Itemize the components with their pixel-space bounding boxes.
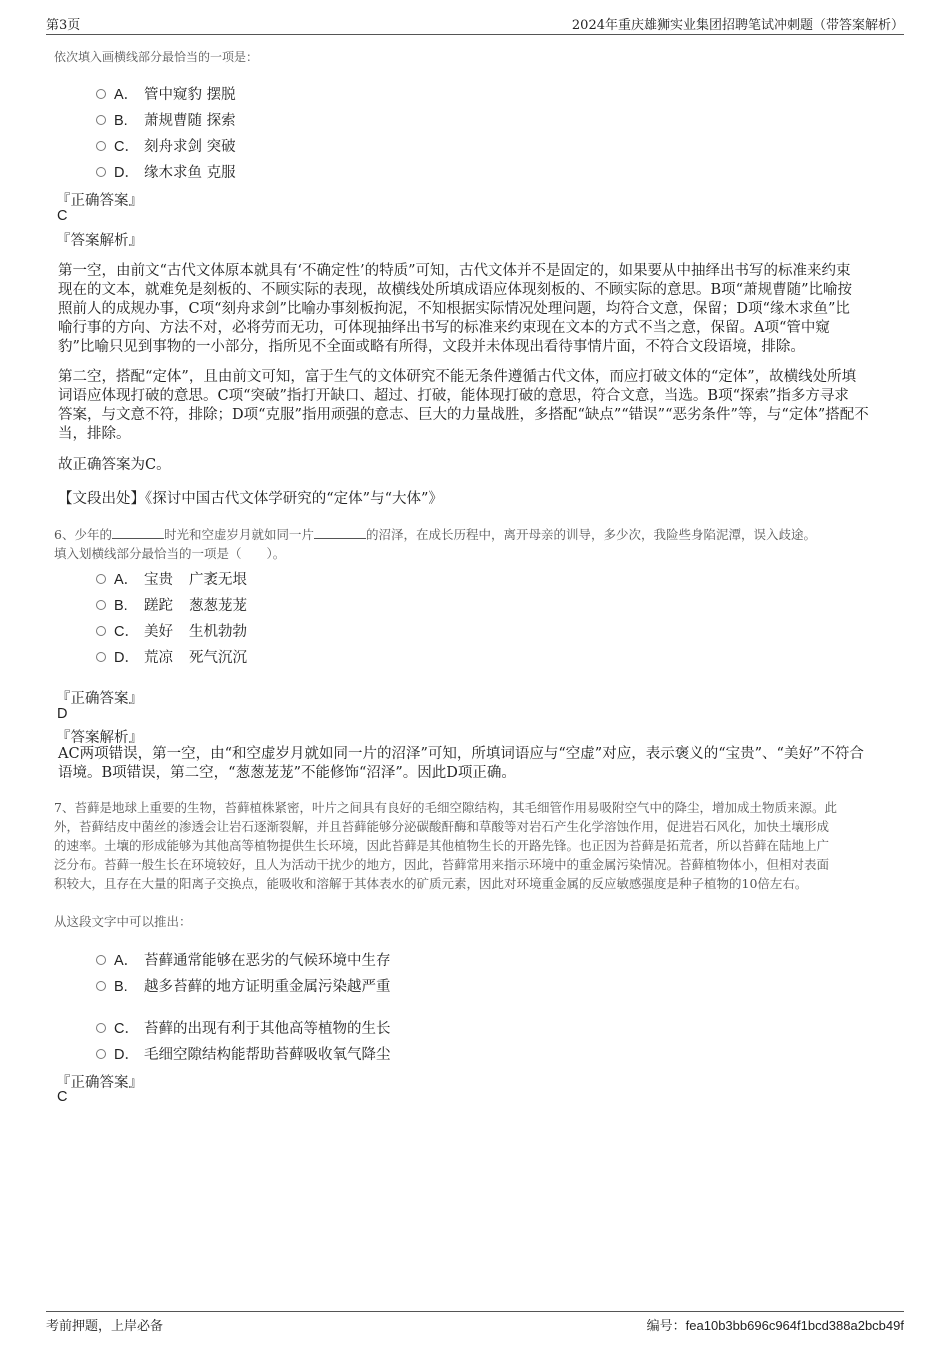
q6-analysis-label: 『答案解析』 [56, 730, 143, 746]
q6-option-a[interactable]: A． 宝贵 广袤无垠 [96, 568, 247, 589]
q7-stem: 7、苔藓是地球上重要的生物，苔藓植株紧密，叶片之间具有良好的毛细空隙结构，其毛细管作用易吸附空气中的降尘，增加成土物质来源。此 外，苔藓结皮中菌丝的渗透会让岩石逐渐裂解，并且苔藓能够分泌碳酸酐酶和草酸等对岩石产生化学溶蚀作用，促进岩石风化，加快土壤形成 的速率。土壤的形成能够为其他高等植物提供生长环境，因此苔藓是其他植物生长的开路先锋。也正因为苔藓是拓荒者，所以苔藓在陆地上广 泛分布。苔藓一般生长在环境较好，且人为活动干扰少的地方，因此，苔藓常用来指示环境中的重金属污染情况。苔藓植物体小，但相对表面 积较大，且存在大量的阳离子交换点，能吸收和溶解于其体表水的矿质元素，因此对环境重金属的反应敏感强度是种子植物的10倍左右。 [54, 800, 837, 891]
q5-answer: C [57, 208, 68, 224]
radio-icon[interactable] [96, 626, 106, 636]
q7-option-c[interactable]: C． 苔藓的出现有利于其他高等植物的生长 [96, 1017, 391, 1038]
q7-answer-label: 『正确答案』 [56, 1075, 143, 1091]
radio-icon[interactable] [96, 981, 106, 991]
document-id: 编号：fea10b3bb696c964f1bcd388a2bcb49f [646, 1318, 904, 1333]
q5-analysis-paragraph-2: 第二空，搭配“定体”，且由前文可知，富于生气的文体研究不能无条件遵循古代文体，而应打破文体的“定体”，故横线处所填 词语应体现打破的意思。C项“突破”指打开缺口、超过、打破，能体现打破的意思，符合文意，当选。B项“探索”指多方寻求 答案，与文意不符，排除；D项“克服”指用顽强的意志、巨大的力量战胜，多搭配“缺点”“错误”“恶劣条件”等，与“定体”搭配不 当，排除。 [58, 369, 869, 442]
radio-icon[interactable] [96, 574, 106, 584]
q5-conclusion: 故正确答案为C。 [58, 457, 171, 473]
page-header [46, 14, 904, 35]
q6-stem-2: 填入划横线部分最恰当的一项是（ ）。 [54, 546, 286, 561]
q5-option-d[interactable]: D． 缘木求鱼 克服 [96, 161, 236, 182]
q5-option-b[interactable]: B. 萧规曹随 探索 [96, 109, 236, 130]
q5-prompt: 依次填入画横线部分最恰当的一项是： [54, 50, 259, 64]
q6-option-d[interactable]: D． 荒凉 死气沉沉 [96, 646, 247, 667]
q7-option-b[interactable]: B. 越多苔藓的地方证明重金属污染越严重 [96, 975, 391, 996]
q6-stem: 6、少年的 时光和空虚岁月就如同一片 的沼泽，在成长历程中，离开母亲的训导，多少次，我险些身陷泥潭，误入歧途。 [54, 527, 816, 542]
radio-icon[interactable] [96, 600, 106, 610]
q7-answer: C [57, 1089, 68, 1105]
q6-answer-label: 『正确答案』 [56, 691, 143, 707]
q6-analysis: AC两项错误，第一空，由“和空虚岁月就如同一片的沼泽”可知，所填词语应与“空虚”对应，表示褒义的“宝贵”、“美好”不符合 语境。B项错误，第二空，“葱葱茏茏”不能修饰“沼泽”。因此D项正确。 [58, 746, 864, 781]
q7-option-d[interactable]: D． 毛细空隙结构能帮助苔藓吸收氧气降尘 [96, 1043, 391, 1064]
radio-icon[interactable] [96, 652, 106, 662]
blank-line [112, 526, 164, 539]
blank-line [314, 526, 366, 539]
q5-option-a[interactable]: A． 管中窥豹 摆脱 [96, 83, 236, 104]
radio-icon[interactable] [96, 1023, 106, 1033]
q6-option-c[interactable]: C． 美好 生机勃勃 [96, 620, 247, 641]
radio-icon[interactable] [96, 89, 106, 99]
q5-answer-label: 『正确答案』 [56, 193, 143, 209]
radio-icon[interactable] [96, 115, 106, 125]
q7-prompt: 从这段文字中可以推出： [54, 914, 192, 929]
q5-option-c[interactable]: C． 刻舟求剑 突破 [96, 135, 236, 156]
q7-option-a[interactable]: A． 苔藓通常能够在恶劣的气候环境中生存 [96, 949, 391, 970]
q5-analysis-label: 『答案解析』 [56, 233, 143, 249]
radio-icon[interactable] [96, 167, 106, 177]
radio-icon[interactable] [96, 141, 106, 151]
q6-answer: D [57, 706, 68, 722]
radio-icon[interactable] [96, 955, 106, 965]
footer-slogan: 考前押题，上岸必备 [46, 1319, 164, 1334]
page-number: 第3页 [46, 18, 81, 33]
page-footer [46, 1311, 904, 1332]
q5-analysis-paragraph-1: 第一空，由前文“古代文体原本就具有‘不确定性’的特质”可知，古代文体并不是固定的，如果要从中抽绎出书写的标准来约束 现在的文本，就难免是刻板的、不顾实际的表现，故横线处所填成语应体现刻板的、不顾实际的意思。B项“萧规曹随”比喻按 照前人的成规办事，C项“刻舟求剑”比喻办事刻板拘泥，不知根据实际情况处理问题，均符合文意，保留；D项“缘木求鱼”比 喻行事的方向、方法不对，必将劳而无功，可体现抽绎出书写的标准来约束现在文本的方式不当之意，保留。A项“管中窥 豹”比喻只见到事物的一小部分，指所见不全面或略有所得，文段并未体现出看待事情片面，不符合文段语境，排除。 [58, 263, 852, 355]
q6-option-b[interactable]: B. 蹉跎 葱葱茏茏 [96, 594, 247, 615]
document-title: 2024年重庆雄狮实业集团招聘笔试冲刺题（带答案解析） [571, 18, 904, 33]
radio-icon[interactable] [96, 1049, 106, 1059]
q5-source: 【文段出处】《探讨中国古代文体学研究的“定体”与“大体”》 [58, 491, 443, 507]
